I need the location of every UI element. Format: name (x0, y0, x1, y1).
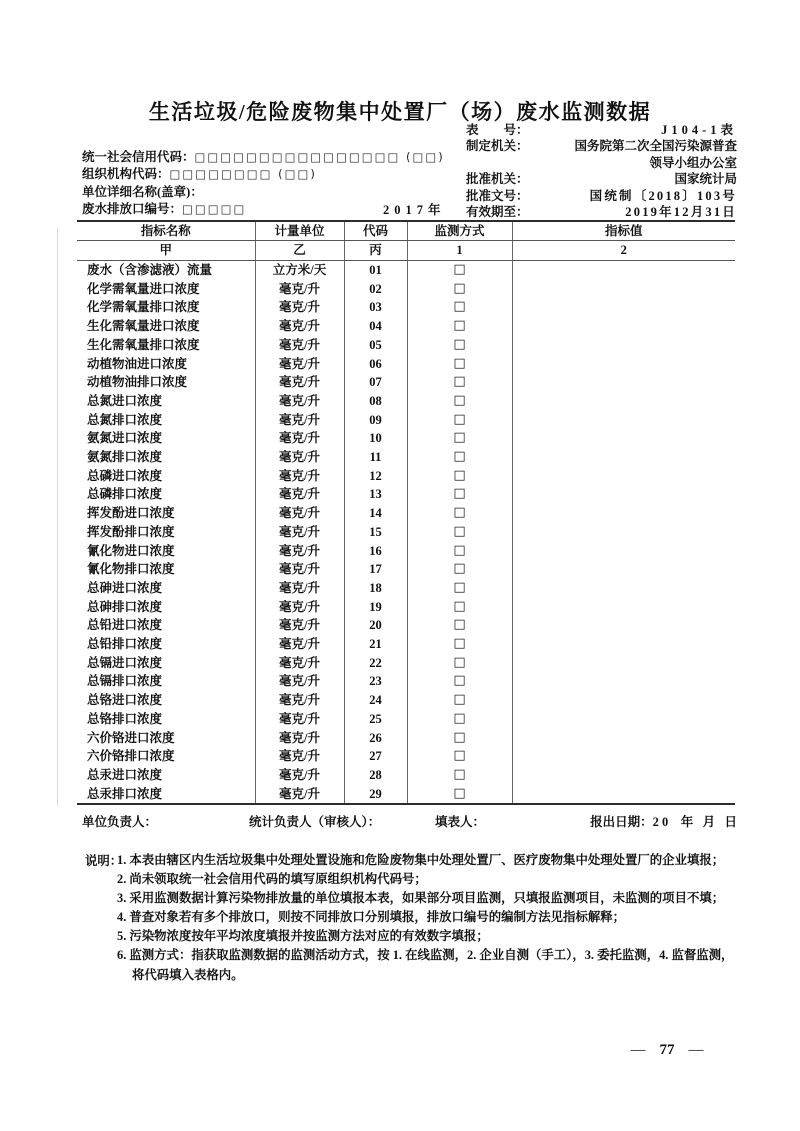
checkbox-icon: □ (407, 785, 512, 805)
indicator-name-cell: 总镉排口浓度 (87, 674, 163, 689)
checkbox-icon: □ (407, 261, 512, 280)
code-cell: 28 (344, 766, 407, 785)
table-row (77, 729, 735, 748)
table-row (77, 336, 735, 355)
indicator-name-cell: 生化需氧量进口浓度 (87, 319, 200, 334)
value-cell (512, 654, 735, 673)
table-row (77, 411, 735, 430)
indicator-name-cell: 六价铬排口浓度 (87, 749, 175, 764)
unit-name-label: 单位详细名称(盖章)： (82, 184, 203, 199)
subheader-2: 2 (512, 241, 735, 261)
checkbox-icon: □ (407, 616, 512, 635)
issuing-org-value-line1: 国务院第二次全国污染源普查 (574, 139, 737, 154)
indicator-name-cell: 总汞进口浓度 (87, 767, 163, 782)
unit-cell: 毫克/升 (255, 579, 344, 598)
table-row (77, 448, 735, 467)
value-cell (512, 429, 735, 448)
unit-cell: 毫克/升 (255, 298, 344, 317)
code-cell: 03 (344, 298, 407, 317)
checkbox-icon: □ (407, 467, 512, 486)
indicator-name-cell: 化学需氧量排口浓度 (87, 300, 200, 315)
indicator-name-cell: 挥发酚排口浓度 (87, 524, 175, 539)
note-item: 5. 污染物浓度按年平均浓度填报并按监测方法对应的有效数字填报； (117, 929, 489, 944)
meta-issuing-org (466, 138, 737, 154)
subheader-yi: 乙 (255, 241, 344, 261)
note-item: 2. 尚未领取统一社会信用代码的填写原组织机构代码号； (117, 872, 427, 887)
checkbox-icon: □ (407, 654, 512, 673)
table-row (77, 355, 735, 374)
indicator-name-cell: 总铬进口浓度 (87, 693, 163, 708)
table-number-value: J104-1表 (661, 123, 737, 137)
form-meta-block (466, 122, 737, 220)
col-header-unit: 计量单位 (255, 221, 344, 241)
unit-cell: 毫克/升 (255, 411, 344, 430)
value-cell (512, 261, 735, 280)
unit-cell: 毫克/升 (255, 635, 344, 654)
credit-code-label: 统一社会信用代码： (82, 150, 195, 164)
value-cell (512, 355, 735, 374)
table-row (77, 635, 735, 654)
unit-cell: 毫克/升 (255, 448, 344, 467)
indicator-name-cell: 氰化物排口浓度 (87, 562, 175, 577)
code-cell: 06 (344, 355, 407, 374)
unit-cell: 毫克/升 (255, 523, 344, 542)
unit-cell: 毫克/升 (255, 504, 344, 523)
value-cell (512, 747, 735, 766)
checkbox-icon: □ (407, 280, 512, 299)
valid-until-label: 有效期至： (466, 204, 529, 219)
indicator-name-cell: 总磷进口浓度 (87, 468, 163, 483)
checkbox-icon: □ (407, 579, 512, 598)
org-code-label: 组织机构代码： (82, 167, 170, 182)
table-number-label: 表 号： (466, 123, 529, 137)
value-cell (512, 411, 735, 430)
org-code-row (82, 166, 445, 183)
issuing-org-label: 制定机关： (466, 139, 529, 154)
checkbox-icon: □ (407, 485, 512, 504)
checkbox-icon: □ (407, 317, 512, 336)
scan-artifact-line (57, 228, 58, 806)
checkbox-icon: □ (407, 523, 512, 542)
value-cell (512, 448, 735, 467)
unit-name-row (82, 184, 445, 201)
code-cell: 26 (344, 729, 407, 748)
code-cell: 02 (344, 280, 407, 299)
indicator-name-cell: 总铬排口浓度 (87, 711, 163, 726)
col-header-code: 代码 (344, 221, 407, 241)
notes-label: 说明： (85, 854, 123, 868)
code-cell: 21 (344, 635, 407, 654)
value-cell (512, 485, 735, 504)
code-cell: 20 (344, 616, 407, 635)
table-row (77, 392, 735, 411)
table-row (77, 317, 735, 336)
checkbox-icon: □ (407, 448, 512, 467)
value-cell (512, 373, 735, 392)
indicator-name-cell: 总汞排口浓度 (87, 786, 163, 801)
stat-head-label: 统计负责人（审核人）： (249, 815, 381, 829)
code-cell: 27 (344, 747, 407, 766)
checkbox-icon: □ (407, 672, 512, 691)
table-row (77, 616, 735, 635)
unit-cell: 毫克/升 (255, 785, 344, 805)
code-cell: 04 (344, 317, 407, 336)
approval-doc-label: 批准文号： (466, 188, 529, 203)
code-cell: 07 (344, 373, 407, 392)
value-cell (512, 336, 735, 355)
table-row (77, 710, 735, 729)
code-cell: 15 (344, 523, 407, 542)
unit-cell: 毫克/升 (255, 616, 344, 635)
unit-cell: 毫克/升 (255, 392, 344, 411)
value-cell (512, 635, 735, 654)
unit-cell: 毫克/升 (255, 729, 344, 748)
table-row (77, 504, 735, 523)
code-cell: 23 (344, 672, 407, 691)
checkbox-icon: □ (407, 747, 512, 766)
unit-cell: 毫克/升 (255, 542, 344, 561)
table-row (77, 560, 735, 579)
table-row (77, 523, 735, 542)
table-body (77, 261, 735, 805)
table-row (77, 579, 735, 598)
checkbox-icon: □ (407, 542, 512, 561)
indicator-name-cell: 化学需氧量进口浓度 (87, 281, 200, 296)
indicator-name-cell: 总磷排口浓度 (87, 487, 163, 502)
unit-cell: 毫克/升 (255, 710, 344, 729)
indicator-name-cell: 生化需氧量排口浓度 (87, 337, 200, 352)
value-cell (512, 710, 735, 729)
indicator-name-cell: 总氮进口浓度 (87, 393, 163, 408)
indicator-name-cell: 总砷进口浓度 (87, 580, 163, 595)
preparer-label: 填表人： (435, 815, 486, 829)
unit-cell: 毫克/升 (255, 654, 344, 673)
subheader-1: 1 (407, 241, 512, 261)
indicator-name-cell: 总砷排口浓度 (87, 599, 163, 614)
note-item: 6. 监测方式：指获取监测数据的监测活动方式，按 1. 在线监测，2. 企业自测（手工），3. 委托监测，4. 监督监测，将代码填入表格内。 (117, 948, 734, 982)
approval-org-label: 批准机关： (466, 172, 529, 187)
indicator-name-cell: 氨氮排口浓度 (87, 450, 163, 465)
unit-cell: 毫克/升 (255, 336, 344, 355)
checkbox-icon: □ (407, 560, 512, 579)
code-cell: 13 (344, 485, 407, 504)
code-cell: 19 (344, 598, 407, 617)
indicator-name-cell: 总铅进口浓度 (87, 618, 163, 633)
value-cell (512, 298, 735, 317)
page-number-value: 77 (659, 1042, 675, 1058)
indicator-name-cell: 废水（含渗滤液）流量 (87, 263, 213, 277)
value-cell (512, 672, 735, 691)
indicator-name-cell: 氨氮进口浓度 (87, 431, 163, 446)
checkbox-icon: □ (407, 411, 512, 430)
checkbox-icon: □ (407, 598, 512, 617)
code-cell: 05 (344, 336, 407, 355)
value-cell (512, 766, 735, 785)
page-number-dash-right: — (688, 1042, 704, 1058)
unit-cell: 毫克/升 (255, 280, 344, 299)
checkbox-icon: □ (407, 298, 512, 317)
checkbox-icon: □ (407, 336, 512, 355)
unit-cell: 毫克/升 (255, 598, 344, 617)
indicator-name-cell: 六价铬进口浓度 (87, 730, 175, 745)
table-row (77, 785, 735, 805)
col-header-indicator: 指标名称 (77, 221, 255, 241)
approval-org-value: 国家统计局 (674, 172, 737, 187)
code-cell: 10 (344, 429, 407, 448)
indicator-name-cell: 总镉进口浓度 (87, 655, 163, 670)
value-cell (512, 579, 735, 598)
meta-valid-until (466, 204, 737, 220)
table-row (77, 467, 735, 486)
report-date-label: 报出日期：2 0 年 月 日 (590, 815, 737, 829)
checkbox-icon: □ (407, 355, 512, 374)
indicator-name-cell: 氰化物进口浓度 (87, 543, 175, 558)
table-row (77, 280, 735, 299)
indicator-name-cell: 总氮排口浓度 (87, 412, 163, 427)
value-cell (512, 542, 735, 561)
code-cell: 24 (344, 691, 407, 710)
credit-code-boxes: □□□□□□□□□□□□□□□□ (□□) (194, 150, 445, 164)
code-cell: 17 (344, 560, 407, 579)
value-cell (512, 729, 735, 748)
indicator-name-cell: 动植物油排口浓度 (87, 375, 188, 390)
checkbox-icon: □ (407, 392, 512, 411)
subheader-jia: 甲 (77, 241, 255, 261)
credit-code-row (82, 149, 445, 166)
indicator-name-cell: 动植物油进口浓度 (87, 356, 188, 371)
code-cell: 25 (344, 710, 407, 729)
report-year: 2017年 (383, 203, 446, 217)
meta-table-number (466, 122, 737, 138)
code-cell: 09 (344, 411, 407, 430)
signature-row (77, 812, 737, 829)
code-cell: 22 (344, 654, 407, 673)
unit-cell: 毫克/升 (255, 691, 344, 710)
unit-cell: 立方米/天 (255, 261, 344, 280)
unit-cell: 毫克/升 (255, 373, 344, 392)
outlet-boxes: □□□□□ (182, 201, 247, 216)
checkbox-icon: □ (407, 729, 512, 748)
value-cell (512, 523, 735, 542)
value-cell (512, 785, 735, 805)
table-row (77, 485, 735, 504)
checkbox-icon: □ (407, 710, 512, 729)
table-head (77, 221, 735, 261)
value-cell (512, 317, 735, 336)
page-title: 生活垃圾/危险废物集中处置厂（场）废水监测数据 (148, 100, 652, 124)
note-item: 3. 采用监测数据计算污染物排放量的单位填报本表，如果部分项目监测，只填报监测项目，未监测的项目不填； (117, 891, 725, 906)
table-row (77, 672, 735, 691)
value-cell (512, 691, 735, 710)
code-cell: 11 (344, 448, 407, 467)
code-cell: 29 (344, 785, 407, 805)
value-cell (512, 616, 735, 635)
approval-doc-value: 国统制〔2018〕103号 (589, 188, 737, 203)
table-row (77, 654, 735, 673)
table-row (77, 429, 735, 448)
value-cell (512, 467, 735, 486)
col-header-method: 监测方式 (407, 221, 512, 241)
col-header-value: 指标值 (512, 221, 735, 241)
code-cell: 12 (344, 467, 407, 486)
code-cell: 16 (344, 542, 407, 561)
table-row (77, 542, 735, 561)
value-cell (512, 598, 735, 617)
unit-cell: 毫克/升 (255, 429, 344, 448)
unit-cell: 毫克/升 (255, 747, 344, 766)
table-row (77, 598, 735, 617)
indicator-name-cell: 挥发酚进口浓度 (87, 506, 175, 521)
note-item: 1. 本表由辖区内生活垃圾集中处理处置设施和危险废物集中处理处置厂、医疗废物集中处理处置厂的企业填报； (117, 853, 725, 867)
valid-until-value: 2019年12月31日 (625, 204, 737, 219)
unit-head-label: 单位负责人： (82, 815, 158, 829)
unit-cell: 毫克/升 (255, 766, 344, 785)
value-cell (512, 504, 735, 523)
value-cell (512, 560, 735, 579)
table-row (77, 691, 735, 710)
checkbox-icon: □ (407, 429, 512, 448)
code-cell: 14 (344, 504, 407, 523)
header-row (77, 221, 735, 241)
meta-approval-org (466, 171, 737, 187)
notes-list (117, 851, 741, 985)
table-row (77, 261, 735, 280)
unit-cell: 毫克/升 (255, 560, 344, 579)
meta-issuing-org-cont (466, 155, 737, 171)
unit-cell: 毫克/升 (255, 467, 344, 486)
checkbox-icon: □ (407, 504, 512, 523)
subheader-row (77, 241, 735, 261)
unit-cell: 毫克/升 (255, 355, 344, 374)
table-row (77, 373, 735, 392)
unit-cell: 毫克/升 (255, 672, 344, 691)
checkbox-icon: □ (407, 635, 512, 654)
checkbox-icon: □ (407, 373, 512, 392)
subheader-bing: 丙 (344, 241, 407, 261)
checkbox-icon: □ (407, 766, 512, 785)
unit-cell: 毫克/升 (255, 317, 344, 336)
value-cell (512, 280, 735, 299)
meta-approval-doc (466, 188, 737, 204)
issuing-org-value-line2: 领导小组办公室 (649, 155, 737, 170)
outlet-label: 废水排放口编号： (82, 201, 183, 216)
org-code-boxes: □□□□□□□□ (□□) (169, 167, 317, 182)
table-row (77, 298, 735, 317)
table-row (77, 766, 735, 785)
code-cell: 18 (344, 579, 407, 598)
note-item: 4. 普查对象若有多个排放口，则按不同排放口分别填报，排放口编号的编制方法见指标解释； (117, 910, 626, 925)
unit-cell: 毫克/升 (255, 485, 344, 504)
code-cell: 08 (344, 392, 407, 411)
checkbox-icon: □ (407, 691, 512, 710)
page-number-dash-left: — (630, 1042, 646, 1058)
page-number (597, 1042, 737, 1059)
indicator-name-cell: 总铅排口浓度 (87, 637, 163, 652)
indicator-table (77, 220, 735, 805)
code-cell: 01 (344, 261, 407, 280)
value-cell (512, 392, 735, 411)
table-row (77, 747, 735, 766)
